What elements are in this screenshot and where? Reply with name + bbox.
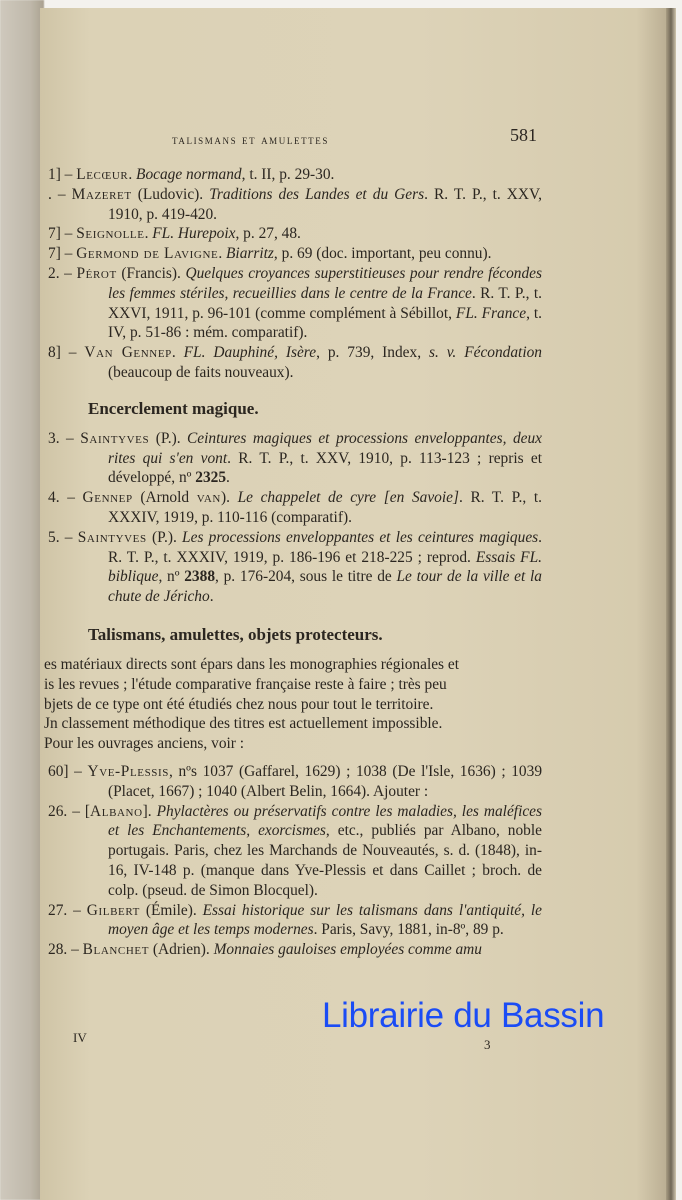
entry-number: 7] (48, 245, 61, 263)
entry-title: Bocage normand (136, 166, 242, 183)
entry-list (48, 429, 542, 607)
entry-text: . (226, 469, 230, 487)
entry-text: . (209, 588, 214, 606)
entry-number: 3. (48, 429, 60, 447)
entry-text: (Adrien). (149, 941, 214, 959)
bibliography-entry: 7] – Germond de Lavigne. Biarritz, p. 69 (doc. important, peu connu). (48, 245, 492, 263)
paragraph-line: es matériaux directs sont épars dans les monographies régionales et (44, 655, 459, 673)
bibliography-entry: 3. – Saintyves (P.). Ceintures magiques et processions enveloppantes, deux rites qui s'en vont. R. T. P., t. XXV, 1910, p. 113-123 ; repris et développé, nº 2325. (48, 429, 542, 487)
section-heading-talismans: Talismans, amulettes, objets protecteurs. (88, 624, 383, 644)
entry-author: Saintyves (80, 429, 150, 447)
entry-text: . R. T. P., t. XXXIV, 1919, p. 110-116 (comparatif). (108, 489, 542, 526)
entry-author: Germond de Lavigne (76, 245, 219, 263)
entry-author: Seignolle (76, 225, 145, 243)
entry-text: . R. T. P., t. XXV, 1910, p. 113-123 ; repris et développé, nº (108, 449, 542, 487)
entry-title: Essais FL. biblique (108, 548, 542, 586)
page-edge (666, 8, 676, 1200)
bibliography-entry: 1] – Lecœur. Bocage normand, t. II, p. 29-30. (48, 166, 335, 183)
entry-list (48, 165, 542, 383)
entry-number: 2. (48, 264, 60, 282)
bibliography-entry: . – Mazeret (Ludovic). Traditions des Landes et du Gers. R. T. P., t. XXV, 1910, p. 419-420. (48, 185, 543, 223)
entry-author: Lecœur (76, 166, 129, 183)
entry-text: ]. (142, 802, 157, 820)
entry-text: . (144, 225, 153, 243)
sheet-number: 3 (484, 1037, 491, 1052)
entry-text: , nºs 1037 (Gaffarel, 1629) ; 1038 (De l'Isle, 1636) ; 1039 (Placet, 1667) ; 1040 (Albert Belin, 1664). Ajouter : (108, 762, 543, 800)
entry-author: Yve-Plessis (87, 762, 170, 780)
entry-author: Pérot (76, 264, 117, 282)
entry-number: 8] (48, 344, 61, 362)
entry-text: (P.). (149, 429, 188, 447)
entry-text: , t. II, p. 29-30. (241, 166, 335, 183)
bibliography-entry: 60] – Yve-Plessis, nºs 1037 (Gaffarel, 1629) ; 1038 (De l'Isle, 1636) ; 1039 (Placet, 1667) ; 1040 (Albert Belin, 1664). Ajouter : (48, 762, 543, 800)
entry-author: Saintyves (77, 528, 147, 546)
entry-title: Monnaies gauloises employées comme amu (213, 941, 482, 959)
entry-title: Essai historique sur les talismans dans l'antiquité, le moyen âge et les temps modernes (108, 901, 542, 939)
entry-title: Biarritz (226, 245, 274, 263)
entry-author: Gennep (82, 489, 133, 507)
entry-title: FL. Hurepoix (152, 225, 236, 243)
running-title: talismans et amulettes (172, 132, 329, 147)
intro-paragraph (44, 655, 542, 754)
entry-title: Les processions enveloppantes et les ceintures magiques (182, 528, 539, 546)
page-body (44, 165, 543, 960)
entry-title: Ceintures magiques et processions enveloppantes, deux rites qui s'en vont (108, 429, 542, 467)
entry-author: Van Gennep (84, 344, 172, 362)
entry-author: Gilbert (86, 901, 140, 919)
entry-text: , p. 69 (doc. important, peu connu). (273, 245, 492, 263)
bibliography-entry: 4. – Gennep (Arnold van). Le chappelet de cyre [en Savoie]. R. T. P., t. XXXIV, 1919, p. 110-116 (comparatif). (48, 489, 542, 526)
entry-text: . R. T. P., t. XXV, 1910, p. 419-420. (108, 185, 543, 223)
entry-text: [ (84, 802, 91, 820)
entry-text: , p. 27, 48. (235, 225, 301, 243)
page-number: 581 (510, 125, 537, 145)
entry-text: , t. IV, p. 51-86 : mém. comparatif). (108, 304, 542, 342)
paragraph-line: bjets de ce type ont été étudiés chez nous pour tout le territoire. (44, 695, 434, 713)
entry-number: 7] (48, 225, 61, 243)
entry-number: 28. (48, 941, 68, 959)
entry-text: ). (220, 489, 238, 507)
entry-author: Albano (90, 802, 143, 820)
entry-number: 27. (48, 901, 68, 919)
paragraph-line: Pour les ouvrages anciens, voir : (44, 735, 245, 753)
bibliography-entry: 28. – Blanchet (Adrien). Monnaies gauloises employées comme amu (48, 941, 482, 959)
entry-number: 5. (48, 528, 60, 546)
bibliography-entry: 5. – Saintyves (P.). Les processions enveloppantes et les ceintures magiques. R. T. P., t. XXXIV, 1919, p. 186-196 et 218-225 ; reprod. Essais FL. biblique, nº 2388, p. 176-204, sous le titre de Le tour de la ville et la chute de Jéricho. (48, 528, 543, 606)
entry-title: Traditions des Landes et du Gers (209, 185, 425, 203)
entry-text: , etc., publiés par Albano, noble portugais. Paris, chez les Marchands de Nouveautés, s. d. (1848), in-16, IV-148 p. (manque dans Yve-Plessis et dans Caillet ; broch. de colp. (pseud. de Simon Blocquel). (108, 822, 542, 899)
entry-title: FL. France (455, 304, 527, 322)
bibliography-entry: 7] – Seignolle. FL. Hurepoix, p. 27, 48. (48, 225, 301, 243)
entry-text: (beaucoup de faits nouveaux). (108, 363, 294, 381)
section-heading-encerclement: Encerclement magique. (88, 398, 259, 418)
entry-text: 2388 (184, 568, 216, 586)
entry-text: . R. T. P., t. XXVI, 1911, p. 96-101 (comme complément à Sébillot, (108, 284, 542, 322)
entry-text: (P.). (146, 528, 183, 546)
entry-text: . R. T. P., t. XXXIV, 1919, p. 186-196 et 218-225 ; reprod. (108, 528, 543, 566)
entry-title: FL. Dauphiné, Isère (183, 344, 317, 362)
entry-title: Quelques croyances superstitieuses pour rendre fécondes les femmes stériles, recueillies dans le centre de la France (108, 264, 543, 302)
bibliography-entry: 8] – Van Gennep. FL. Dauphiné, Isère, p. 739, Index, s. v. Fécondation (beaucoup de faits nouveaux). (48, 344, 542, 381)
entry-number: 4. (48, 489, 60, 507)
entry-text: . Paris, Savy, 1881, in-8º, 89 p. (313, 921, 504, 939)
entry-text: , p. 739, Index, (316, 344, 429, 362)
watermark: Librairie du Bassin (322, 996, 605, 1035)
entry-author: Blanchet (82, 941, 150, 959)
entry-title: Phylactères ou préservatifs contre les maladies, les maléfices et les Enchantements, exorcismes (108, 802, 542, 840)
bibliography-entry: 2. – Pérot (Francis). Quelques croyances superstitieuses pour rendre fécondes les femmes stériles, recueillies dans le centre de la France. R. T. P., t. XXVI, 1911, p. 96-101 (comme complément à Sébillot, FL. France, t. IV, p. 51-86 : mém. comparatif). (48, 264, 543, 342)
entry-number: . (48, 185, 52, 203)
entry-author: Mazeret (71, 185, 132, 203)
entry-number: 60] (48, 762, 69, 780)
signature-mark: IV (73, 1030, 87, 1045)
entry-title: Le chappelet de cyre [en Savoie] (237, 489, 459, 507)
entry-text: , p. 176-204, sous le titre de (215, 568, 397, 586)
entry-text: , nº (158, 568, 185, 586)
entry-number: 26. (48, 802, 68, 820)
entry-text: (Arnold (132, 489, 197, 507)
bibliography-entry: 27. – Gilbert (Émile). Essai historique sur les talismans dans l'antiquité, le moyen âge et les temps modernes. Paris, Savy, 1881, in-8º, 89 p. (48, 901, 542, 939)
paragraph-line: is les revues ; l'étude comparative française reste à faire ; très peu (44, 675, 447, 693)
entry-title: Le tour de la ville et la chute de Jéricho (108, 568, 542, 606)
entry-text: . (218, 245, 227, 263)
paragraph-line: Jn classement méthodique des titres est actuellement impossible. (44, 715, 443, 733)
entry-text: (Francis). (116, 264, 186, 282)
entry-list (48, 762, 542, 960)
entry-text: 2325 (195, 469, 227, 487)
entry-text: . (128, 166, 137, 183)
bibliography-entry: 26. – [Albano]. Phylactères ou préservatifs contre les maladies, les maléfices et les Enchantements, exorcismes, etc., publiés par Albano, noble portugais. Paris, chez les Marchands de Nouveautés, s. d. (1848), in-16, IV-148 p. (manque dans Yve-Plessis et dans Caillet ; broch. de colp. (pseud. de Simon Blocquel). (48, 802, 542, 899)
entry-text: (Émile). (139, 901, 203, 919)
entry-author: van (196, 489, 221, 507)
entry-text: (Ludovic). (131, 185, 210, 203)
previous-page-edge (0, 0, 44, 1200)
entry-title: s. v. Fécondation (428, 344, 542, 362)
entry-text: . (171, 344, 184, 362)
entry-number: 1] (48, 166, 61, 183)
